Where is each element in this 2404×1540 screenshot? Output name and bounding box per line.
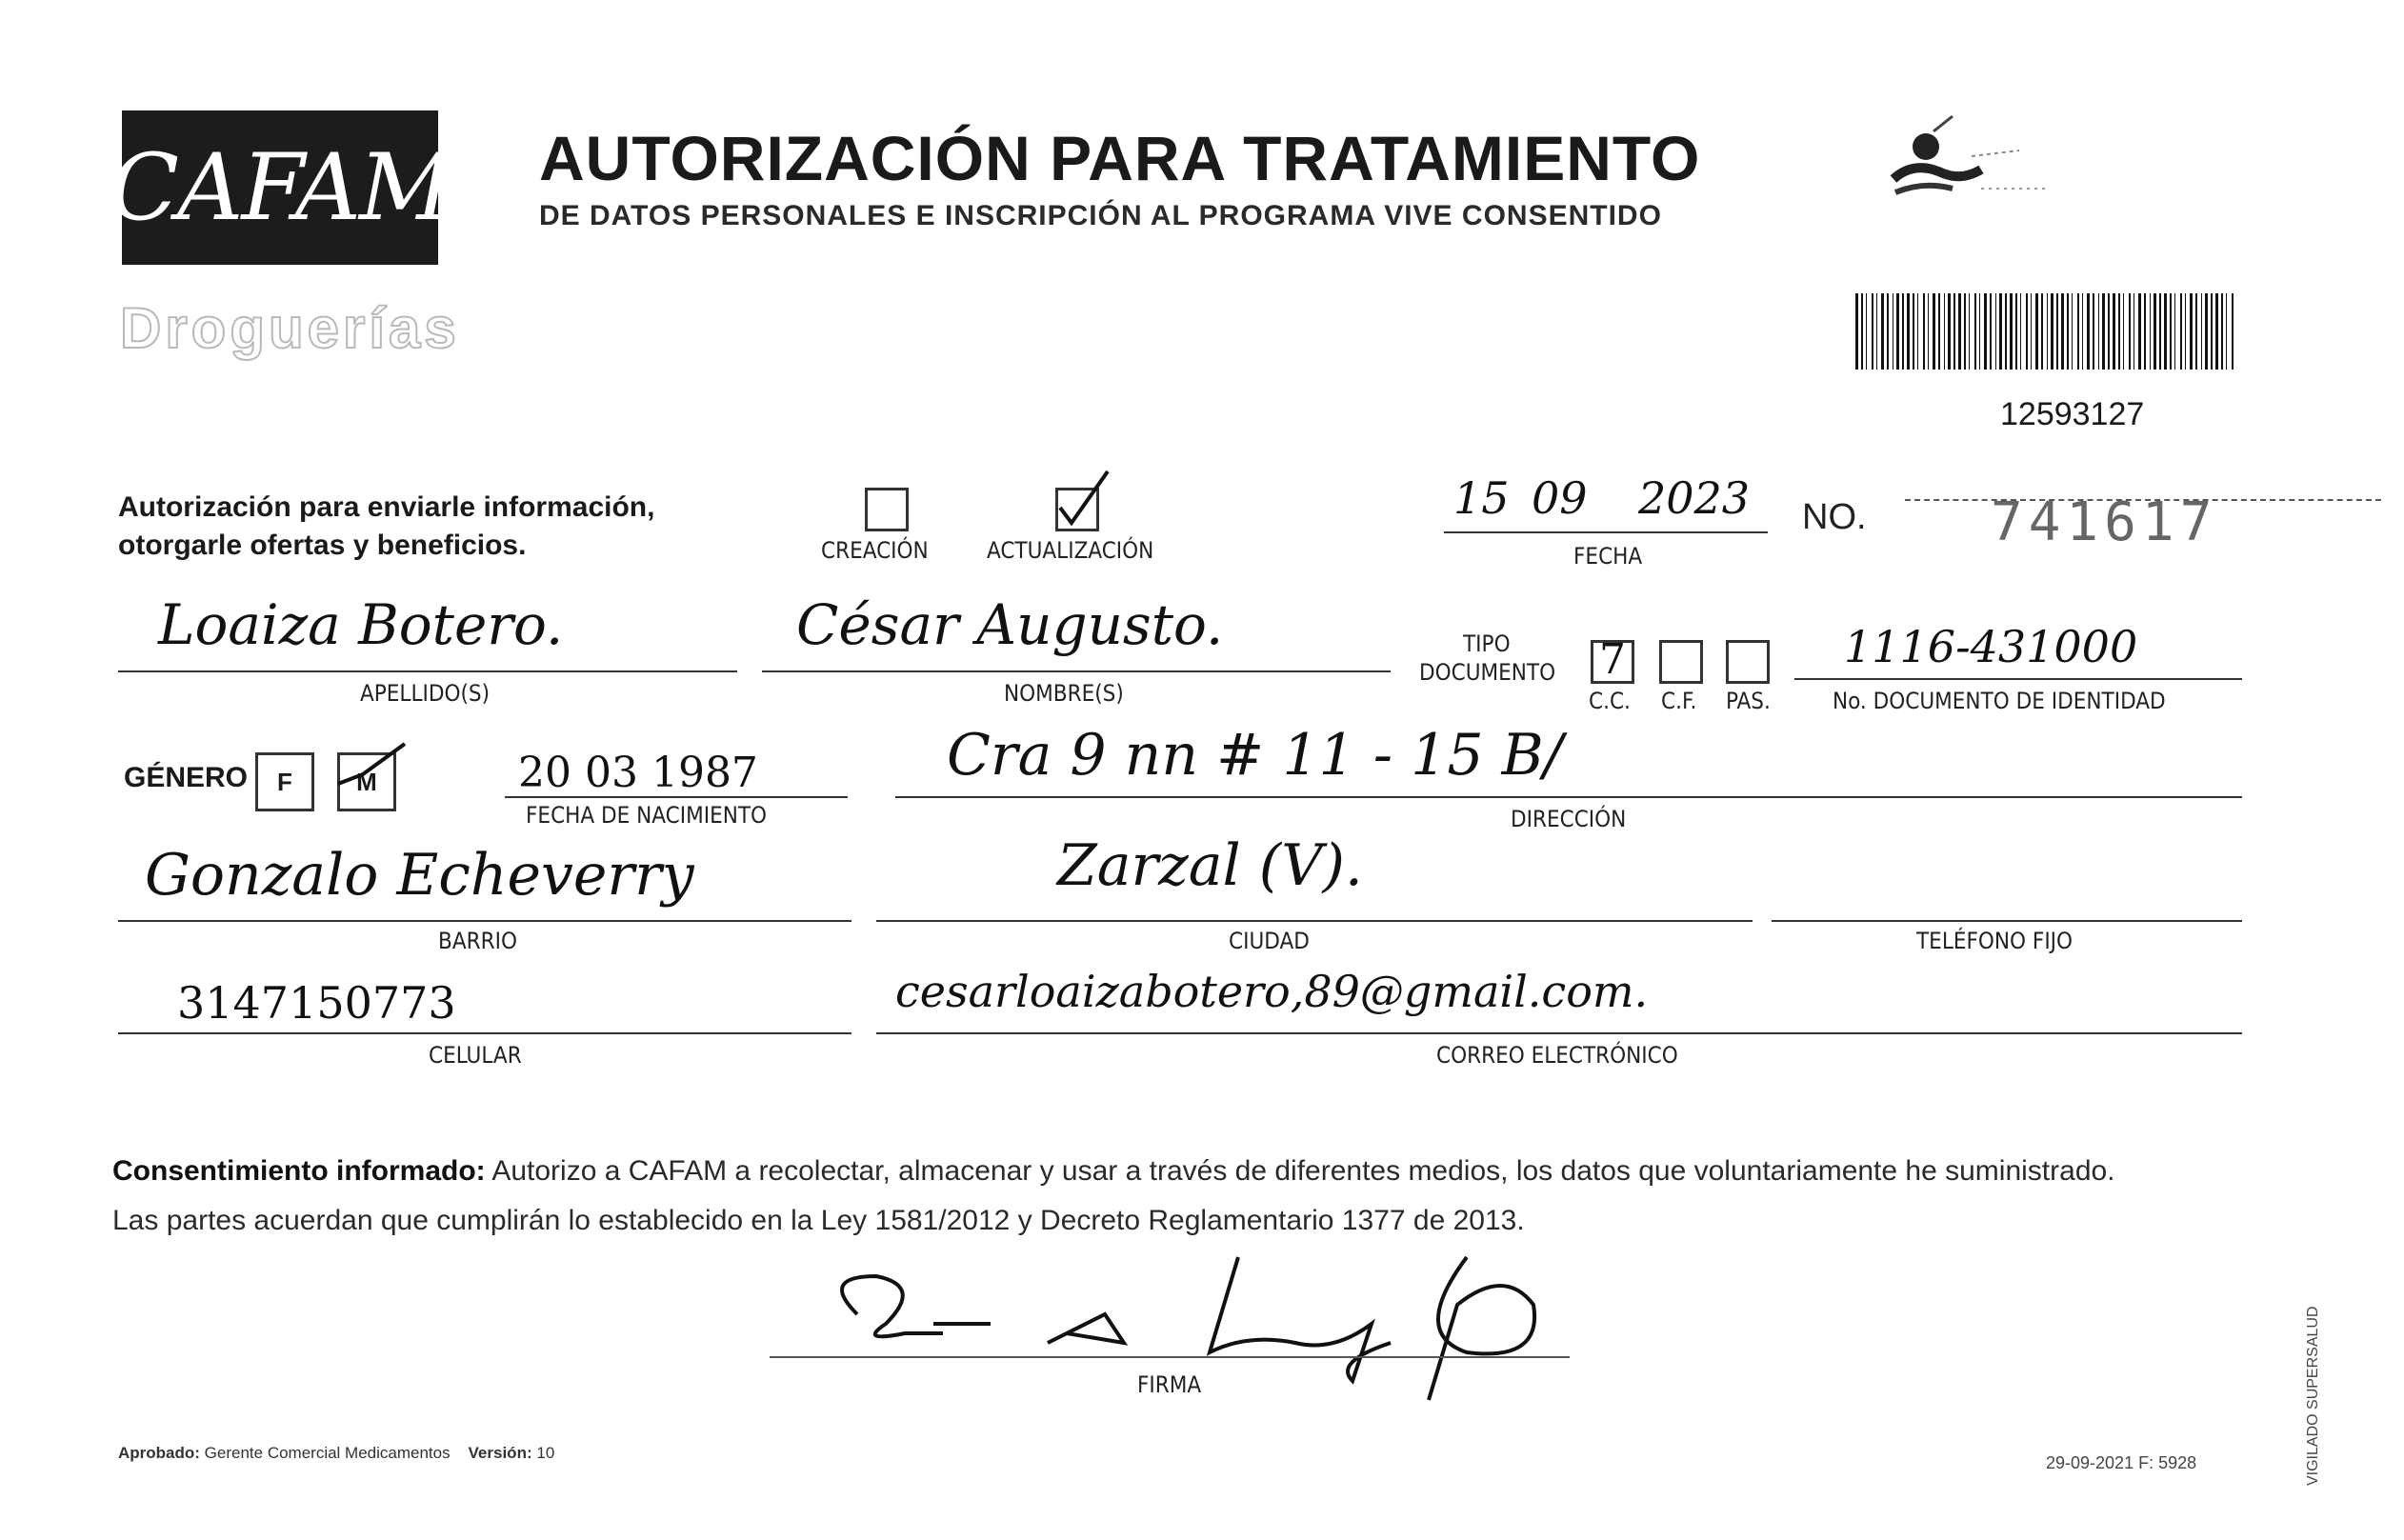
birthdate-value[interactable]: 20 03 1987 <box>518 749 758 797</box>
barcode-bar <box>1866 293 1867 370</box>
birthdate-label: FECHA DE NACIMIENTO <box>526 802 768 829</box>
city-label: CIUDAD <box>1229 928 1310 954</box>
barcode-bar <box>1974 293 1976 370</box>
barcode-bar <box>1917 293 1918 370</box>
date-year: 2023 <box>1638 472 1751 524</box>
barcode-bar <box>2211 293 2213 370</box>
barcode-bar <box>2201 293 2202 370</box>
barcode-bar <box>2144 293 2146 370</box>
address-line <box>895 796 2242 798</box>
doc-type-cf-checkbox[interactable] <box>1659 640 1703 684</box>
barcode-bar <box>1928 293 1929 370</box>
form-number-value: 741617 <box>1991 491 2218 553</box>
approved-label: Aprobado: <box>118 1444 200 1462</box>
barcode-bar <box>1902 293 1904 370</box>
barcode-bar <box>1953 293 1955 370</box>
consent-paragraph <box>112 1147 2246 1246</box>
gender-m-mark <box>334 736 411 803</box>
doc-type-cc-mark: 7 <box>1599 635 1626 684</box>
birthdate-line <box>505 796 848 798</box>
consent-title: Consentimiento informado: <box>112 1155 486 1187</box>
barcode-bar <box>2077 293 2079 370</box>
email-label: CORREO ELECTRÓNICO <box>1436 1042 1678 1069</box>
barcode-bar <box>2015 293 2017 370</box>
gender-f-checkbox[interactable] <box>255 752 314 811</box>
barcode-bar <box>1913 293 1914 370</box>
barcode-bar <box>2190 293 2193 370</box>
consent-text-line1: Autorizo a CAFAM a recolectar, almacenar y usar a través de diferentes medios, los datos que voluntariamente he suministrado. <box>485 1155 2115 1187</box>
barcode-bar <box>2082 293 2083 370</box>
surname-value[interactable]: Loaiza Botero. <box>158 592 564 657</box>
barcode-bar <box>2180 293 2182 370</box>
barcode-bar <box>2170 293 2172 370</box>
doc-type-label-line1: TIPO <box>1463 630 1511 657</box>
creation-label: CREACIÓN <box>821 537 929 564</box>
barcode-bar <box>1855 293 1858 370</box>
barcode-bar <box>2031 293 2032 370</box>
barcode-bar <box>2056 293 2058 370</box>
address-label: DIRECCIÓN <box>1511 806 1627 832</box>
doc-type-label-line2: DOCUMENTO <box>1419 659 1556 686</box>
barcode-bar <box>2026 293 2028 370</box>
barcode-bar <box>1872 293 1873 370</box>
authorization-text-line1: Autorización para enviarle información, <box>118 491 655 523</box>
barcode-bar <box>1907 293 1910 370</box>
barcode-bar <box>2093 293 2094 370</box>
barcode-bar <box>1861 293 1863 370</box>
barcode-bar <box>2195 293 2197 370</box>
barcode-bar <box>1923 293 1925 370</box>
consent-text-line2: Las partes acuerdan que cumplirán lo establecido en la Ley 1581/2012 y Decreto Reglamentario 1377 de 2013. <box>112 1205 1525 1236</box>
barcode-bar <box>2061 293 2064 370</box>
barcode <box>1855 293 2240 370</box>
barcode-bar <box>2185 293 2186 370</box>
signature-label: FIRMA <box>1137 1371 1202 1398</box>
barcode-bar <box>2005 293 2007 370</box>
gender-f-label: F <box>277 767 292 796</box>
barcode-bar <box>1979 293 1980 370</box>
vigilado-seal-icon <box>1876 112 2057 208</box>
barcode-bar <box>1984 293 1987 370</box>
doc-number-line <box>1794 678 2242 680</box>
barcode-number: 12593127 <box>2000 396 2145 432</box>
city-value[interactable]: Zarzal (V). <box>1057 832 1364 899</box>
barcode-bar <box>2138 293 2141 370</box>
barcode-bar <box>1881 293 1884 370</box>
doc-type-cc-label: C.C. <box>1589 688 1631 714</box>
barcode-bar <box>1958 293 1961 370</box>
barcode-bar <box>2150 293 2151 370</box>
approved-value: Gerente Comercial Medicamentos <box>204 1444 451 1462</box>
doc-type-pas-checkbox[interactable] <box>1726 640 1770 684</box>
barcode-bar <box>2010 293 2013 370</box>
update-label: ACTUALIZACIÓN <box>987 537 1154 564</box>
date-month: 09 <box>1532 472 1588 524</box>
doc-type-cf-label: C.F. <box>1661 688 1697 714</box>
barcode-bar <box>1944 293 1945 370</box>
doc-number-label: No. DOCUMENTO DE IDENTIDAD <box>1833 688 2166 714</box>
barcode-bar <box>2174 293 2175 370</box>
document-subtitle: DE DATOS PERSONALES E INSCRIPCIÓN AL PROGRAMA VIVE CONSENTIDO <box>539 200 1662 231</box>
barcode-bar <box>2035 293 2038 370</box>
footer-vertical-text: VIGILADO SUPERSALUD <box>2305 1306 2321 1486</box>
city-line <box>876 920 1753 922</box>
address-value[interactable]: Cra 9 nn # 11 - 15 B/ <box>947 722 1563 789</box>
doc-type-pas-label: PAS. <box>1726 688 1771 714</box>
form-number-label: NO. <box>1802 497 1867 537</box>
version-value: 10 <box>536 1444 555 1462</box>
mobile-value[interactable]: 3147150773 <box>177 977 456 1029</box>
barcode-bar <box>2129 293 2131 370</box>
signature-line <box>770 1356 1570 1358</box>
barcode-bar <box>2020 293 2021 370</box>
document-title: AUTORIZACIÓN PARA TRATAMIENTO <box>539 123 1701 193</box>
barcode-bar <box>1938 293 1940 370</box>
update-check-mark <box>1052 466 1119 532</box>
barcode-bar <box>2047 293 2048 370</box>
barcode-bar <box>1933 293 1935 370</box>
barcode-bar <box>1990 293 1992 370</box>
barcode-bar <box>2159 293 2161 370</box>
gender-m-label: M <box>356 767 377 796</box>
barcode-bar <box>1969 293 1970 370</box>
barcode-bar <box>2123 293 2124 370</box>
name-line <box>762 670 1391 672</box>
barcode-bar <box>2072 293 2073 370</box>
creation-checkbox[interactable] <box>865 488 909 531</box>
barcode-bar <box>1999 293 2002 370</box>
name-value[interactable]: César Augusto. <box>796 592 1224 657</box>
version-label: Versión: <box>468 1444 532 1462</box>
surname-label: APELLIDO(S) <box>360 680 491 707</box>
authorization-text-line2: otorgarle ofertas y beneficios. <box>118 530 527 561</box>
gender-m-checkbox[interactable] <box>337 752 396 811</box>
name-label: NOMBRE(S) <box>1004 680 1124 707</box>
barcode-bar <box>2226 293 2227 370</box>
barcode-bar <box>1964 293 1966 370</box>
barcode-bar <box>2113 293 2115 370</box>
neighborhood-value[interactable]: Gonzalo Echeverry <box>145 842 694 909</box>
email-line <box>876 1032 2242 1034</box>
barcode-bar <box>2232 293 2234 370</box>
cafam-logo <box>109 110 451 265</box>
barcode-bar <box>2098 293 2099 370</box>
footer-code: 29-09-2021 F: 5928 <box>2046 1453 2197 1472</box>
date-label: FECHA <box>1573 543 1643 570</box>
barcode-bar <box>1887 293 1889 370</box>
gender-label: GÉNERO <box>124 762 249 793</box>
date-day: 15 <box>1453 472 1510 524</box>
barcode-bar <box>1876 293 1877 370</box>
barcode-bar <box>2221 293 2223 370</box>
email-value[interactable]: cesarloaizabotero,89@gmail.com. <box>895 966 1649 1017</box>
surname-line <box>118 670 737 672</box>
neighborhood-line <box>118 920 851 922</box>
barcode-bar <box>2118 293 2120 370</box>
mobile-line <box>118 1032 851 1034</box>
barcode-bar <box>2087 293 2090 370</box>
brand-subtitle: Droguerías <box>120 296 460 360</box>
barcode-bar <box>2215 293 2218 370</box>
mobile-label: CELULAR <box>429 1042 522 1069</box>
footer-approved <box>118 1444 554 1463</box>
phone-line <box>1772 920 2242 922</box>
barcode-bar <box>1896 293 1899 370</box>
doc-type-cc-checkbox[interactable] <box>1591 635 1634 684</box>
barcode-bar <box>2205 293 2208 370</box>
barcode-bar <box>1948 293 1951 370</box>
barcode-bar <box>2102 293 2105 370</box>
logo-text: CAFAM <box>109 134 451 241</box>
phone-label: TELÉFONO FIJO <box>1916 928 2073 954</box>
barcode-bar <box>2154 293 2156 370</box>
barcode-bar <box>2164 293 2167 370</box>
update-checkbox[interactable] <box>1055 488 1099 531</box>
barcode-bar <box>2067 293 2069 370</box>
doc-number-value[interactable]: 1116-431000 <box>1844 621 2138 672</box>
form-number-line <box>1905 499 2381 501</box>
neighborhood-label: BARRIO <box>438 928 517 954</box>
barcode-bar <box>2041 293 2043 370</box>
barcode-bar <box>2108 293 2110 370</box>
barcode-bar <box>2051 293 2053 370</box>
barcode-bar <box>1995 293 1996 370</box>
date-line <box>1444 531 1768 533</box>
